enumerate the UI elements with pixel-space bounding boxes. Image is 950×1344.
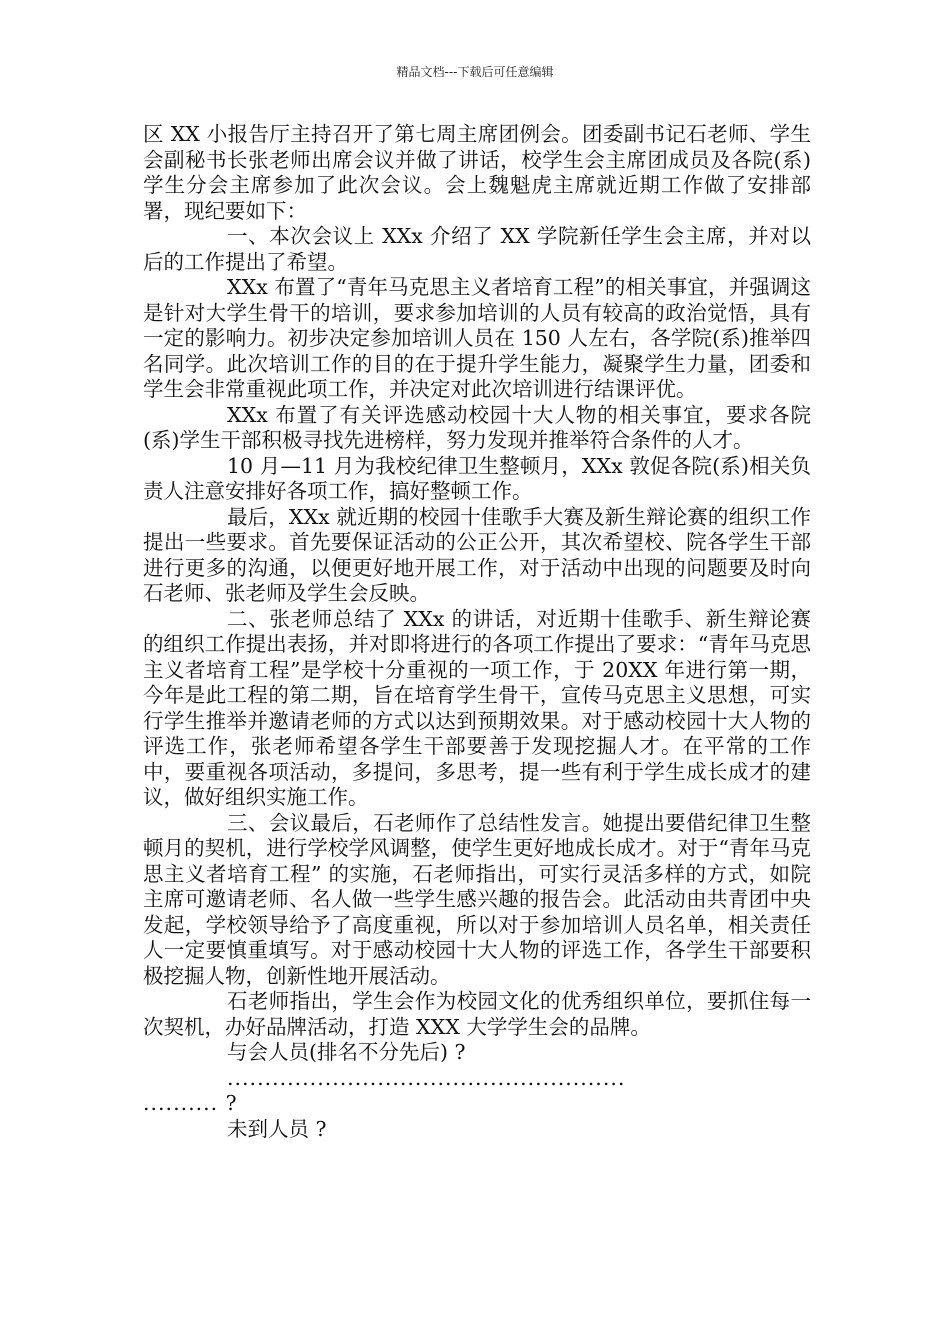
paragraph-youth-marxist-training: XXx 布置了“青年马克思主义者培育工程”的相关事宜，并强调这是针对大学生骨干的培训，要求参加培训的人员有较高的政治觉悟，具有一定的影响力。初步决定参加培训人员在 150 人左右，各学院(系)推举四名同学。此次培训工作的目的在于提升学生能力，凝聚学生力量，团委和学生会非常重视此项工作，并决定对此次培训进行结课评优。 [143, 275, 811, 401]
paragraph-intro: 区 XX 小报告厅主持召开了第七周主席团例会。团委副书记石老师、学生会副秘书长张老师出席会议并做了讲话，校学生会主席团成员及各院(系)学生分会主席参加了此次会议。会上魏魁虎主席就近期工作做了安排部署，现纪要如下： [143, 122, 811, 223]
page-header: 精品文档---下载后可任意编辑 [396, 65, 554, 79]
attendees-label: 与会人员(排名不分先后) ? [227, 1040, 466, 1064]
paragraph-discipline-month: 10 月—11 月为我校纪律卫生整顿月，XXx 敦促各院(系)相关负责人注意安排好各项工作，搞好整顿工作。 [143, 453, 811, 503]
absent-label: 未到人员 ? [227, 1116, 327, 1141]
document-body [143, 122, 811, 1142]
paragraph-campus-figures: XXx 布置了有关评选感动校园十大人物的相关事宜，要求各院(系)学生干部积极寻找先进榜样，努力发现并推举符合条件的人才。 [143, 402, 811, 452]
paragraph-item-3: 三、会议最后，石老师作了总结性发言。她提出要借纪律卫生整顿月的契机，进行学校学风调整，使学生更好地成长成才。对于“青年马克思主义者培育工程” 的实施，石老师指出，可实行灵活多样的方式，如院主席可邀请老师、名人做一些学生感兴趣的报告会。此活动由共青团中央发起，学校领导给予了高度重视，所以对于参加培训人员名单，相关责任人一定要慎重填写。对于感动校园十大人物的评选工作，各学生干部要积极挖掘人物，创新性地开展活动。 [143, 810, 811, 988]
attendees-dots-continuation: .......... ? [143, 1091, 238, 1115]
paragraph-competitions: 最后，XXx 就近期的校园十佳歌手大赛及新生辩论赛的组织工作提出一些要求。首先要保证活动的公正公开，其次希望校、院各学生干部进行更多的沟通，以便更好地开展工作，对于活动中出现的问题要及时向石老师、张老师及学生会反映。 [143, 504, 811, 605]
paragraph-closing: 石老师指出，学生会作为校园文化的优秀组织单位，要抓住每一次契机，办好品牌活动，打造 XXX 大学学生会的品牌。 [143, 989, 811, 1039]
attendees-dots-line: ..................................................... [227, 1065, 626, 1090]
paragraph-item-2: 二、张老师总结了 XXx 的讲话，对近期十佳歌手、新生辩论赛的组织工作提出表扬，并对即将进行的各项工作提出了要求：“青年马克思主义者培育工程”是学校十分重视的一项工作，于 20XX 年进行第一期，今年是此工程的第二期，旨在培育学生骨干，宣传马克思主义思想，可实行学生推举并邀请老师的方式以达到预期效果。对于感动校园十大人物的评选工作，张老师希望各学生干部要善于发现挖掘人才。在平常的工作中，要重视各项活动，多提问，多思考，提一些有利于学生成长成才的建议，做好组织实施工作。 [143, 606, 811, 809]
paragraph-item-1: 一、本次会议上 XXx 介绍了 XX 学院新任学生会主席，并对以后的工作提出了希望。 [143, 224, 811, 274]
